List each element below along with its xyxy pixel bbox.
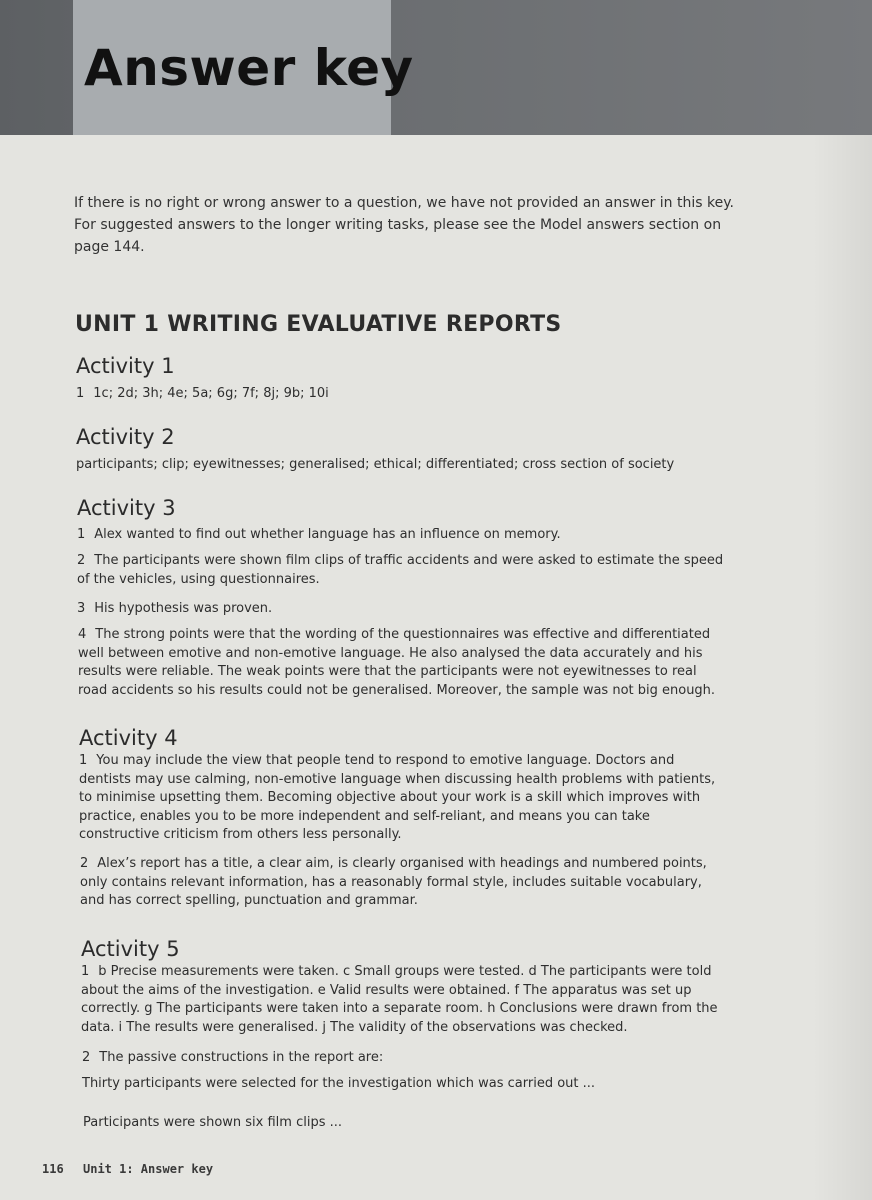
activity-5-item-2: 2 The passive constructions in the report are: <box>82 1050 384 1065</box>
activity-3-item-4: 4 The strong points were that the wording of the questionnaires was effective and differentiated well between emotive and non-emotive language. He also analysed the data accurately and his results were reliable. The weak points were that the participants were not eyewitnesses to real road accidents so his results could not be generalised. Moreover, the sample was not big enough. <box>78 627 716 698</box>
activity-3-item-1: 1 Alex wanted to find out whether language has an influence on memory. <box>77 527 561 542</box>
activity-2-heading: Activity 2 <box>76 425 175 449</box>
activity-4-heading: Activity 4 <box>79 726 178 750</box>
activity-5-example-2: Participants were shown six film clips ... <box>83 1115 343 1130</box>
activity-1-heading: Activity 1 <box>76 354 175 378</box>
item-number: 1 <box>76 386 85 401</box>
unit-heading: UNIT 1 WRITING EVALUATIVE REPORTS <box>75 312 562 337</box>
page-title: Answer key <box>84 39 414 97</box>
activity-3-item-2: 2 The participants were shown film clips of traffic accidents and were asked to estimate the speed of the vehicles, using questionnaires. <box>77 553 724 587</box>
activity-1-text: 1c; 2d; 3h; 4e; 5a; 6g; 7f; 8j; 9b; 10i <box>93 386 329 401</box>
footer-label: Unit 1: Answer key <box>83 1162 214 1176</box>
intro-paragraph: If there is no right or wrong answer to a question, we have not provided an answer in this key. For suggested answers to the longer writing tasks, please see the Model answers section on page 144. <box>74 195 734 255</box>
page-number: 116 <box>42 1162 64 1176</box>
activity-3-item-3: 3 His hypothesis was proven. <box>77 601 273 616</box>
activity-5-item-1: 1 b Precise measurements were taken. c Small groups were tested. d The participants were told about the aims of the investigation. e Valid results were obtained. f The apparatus was set up correctly. g The participants were taken into a separate room. h Conclusions were drawn from the data. i The results were generalised. j The validity of the observations was checked. <box>81 964 718 1035</box>
activity-1-answer <box>76 385 726 404</box>
activity-5-heading: Activity 5 <box>81 937 180 961</box>
activity-4-item-1: 1 You may include the view that people tend to respond to emotive language. Doctors and dentists may use calming, non-emotive language when discussing health problems with patients, to minimise upsetting them. Becoming objective about your work is a skill which improves with practice, enables you to be more independent and self-reliant, and means you can take constructive criticism from others less personally. <box>79 753 716 842</box>
activity-2-answer: participants; clip; eyewitnesses; generalised; ethical; differentiated; cross section of society <box>76 457 675 472</box>
activity-3-heading: Activity 3 <box>77 496 176 520</box>
activity-4-item-2: 2 Alex’s report has a title, a clear aim, is clearly organised with headings and numbered points, only contains relevant information, has a reasonably formal style, includes suitable vocabulary, and has correct spelling, punctuation and grammar. <box>80 856 707 908</box>
activity-5-example-1: Thirty participants were selected for the investigation which was carried out ... <box>82 1076 596 1091</box>
page-shadow <box>812 135 872 1200</box>
